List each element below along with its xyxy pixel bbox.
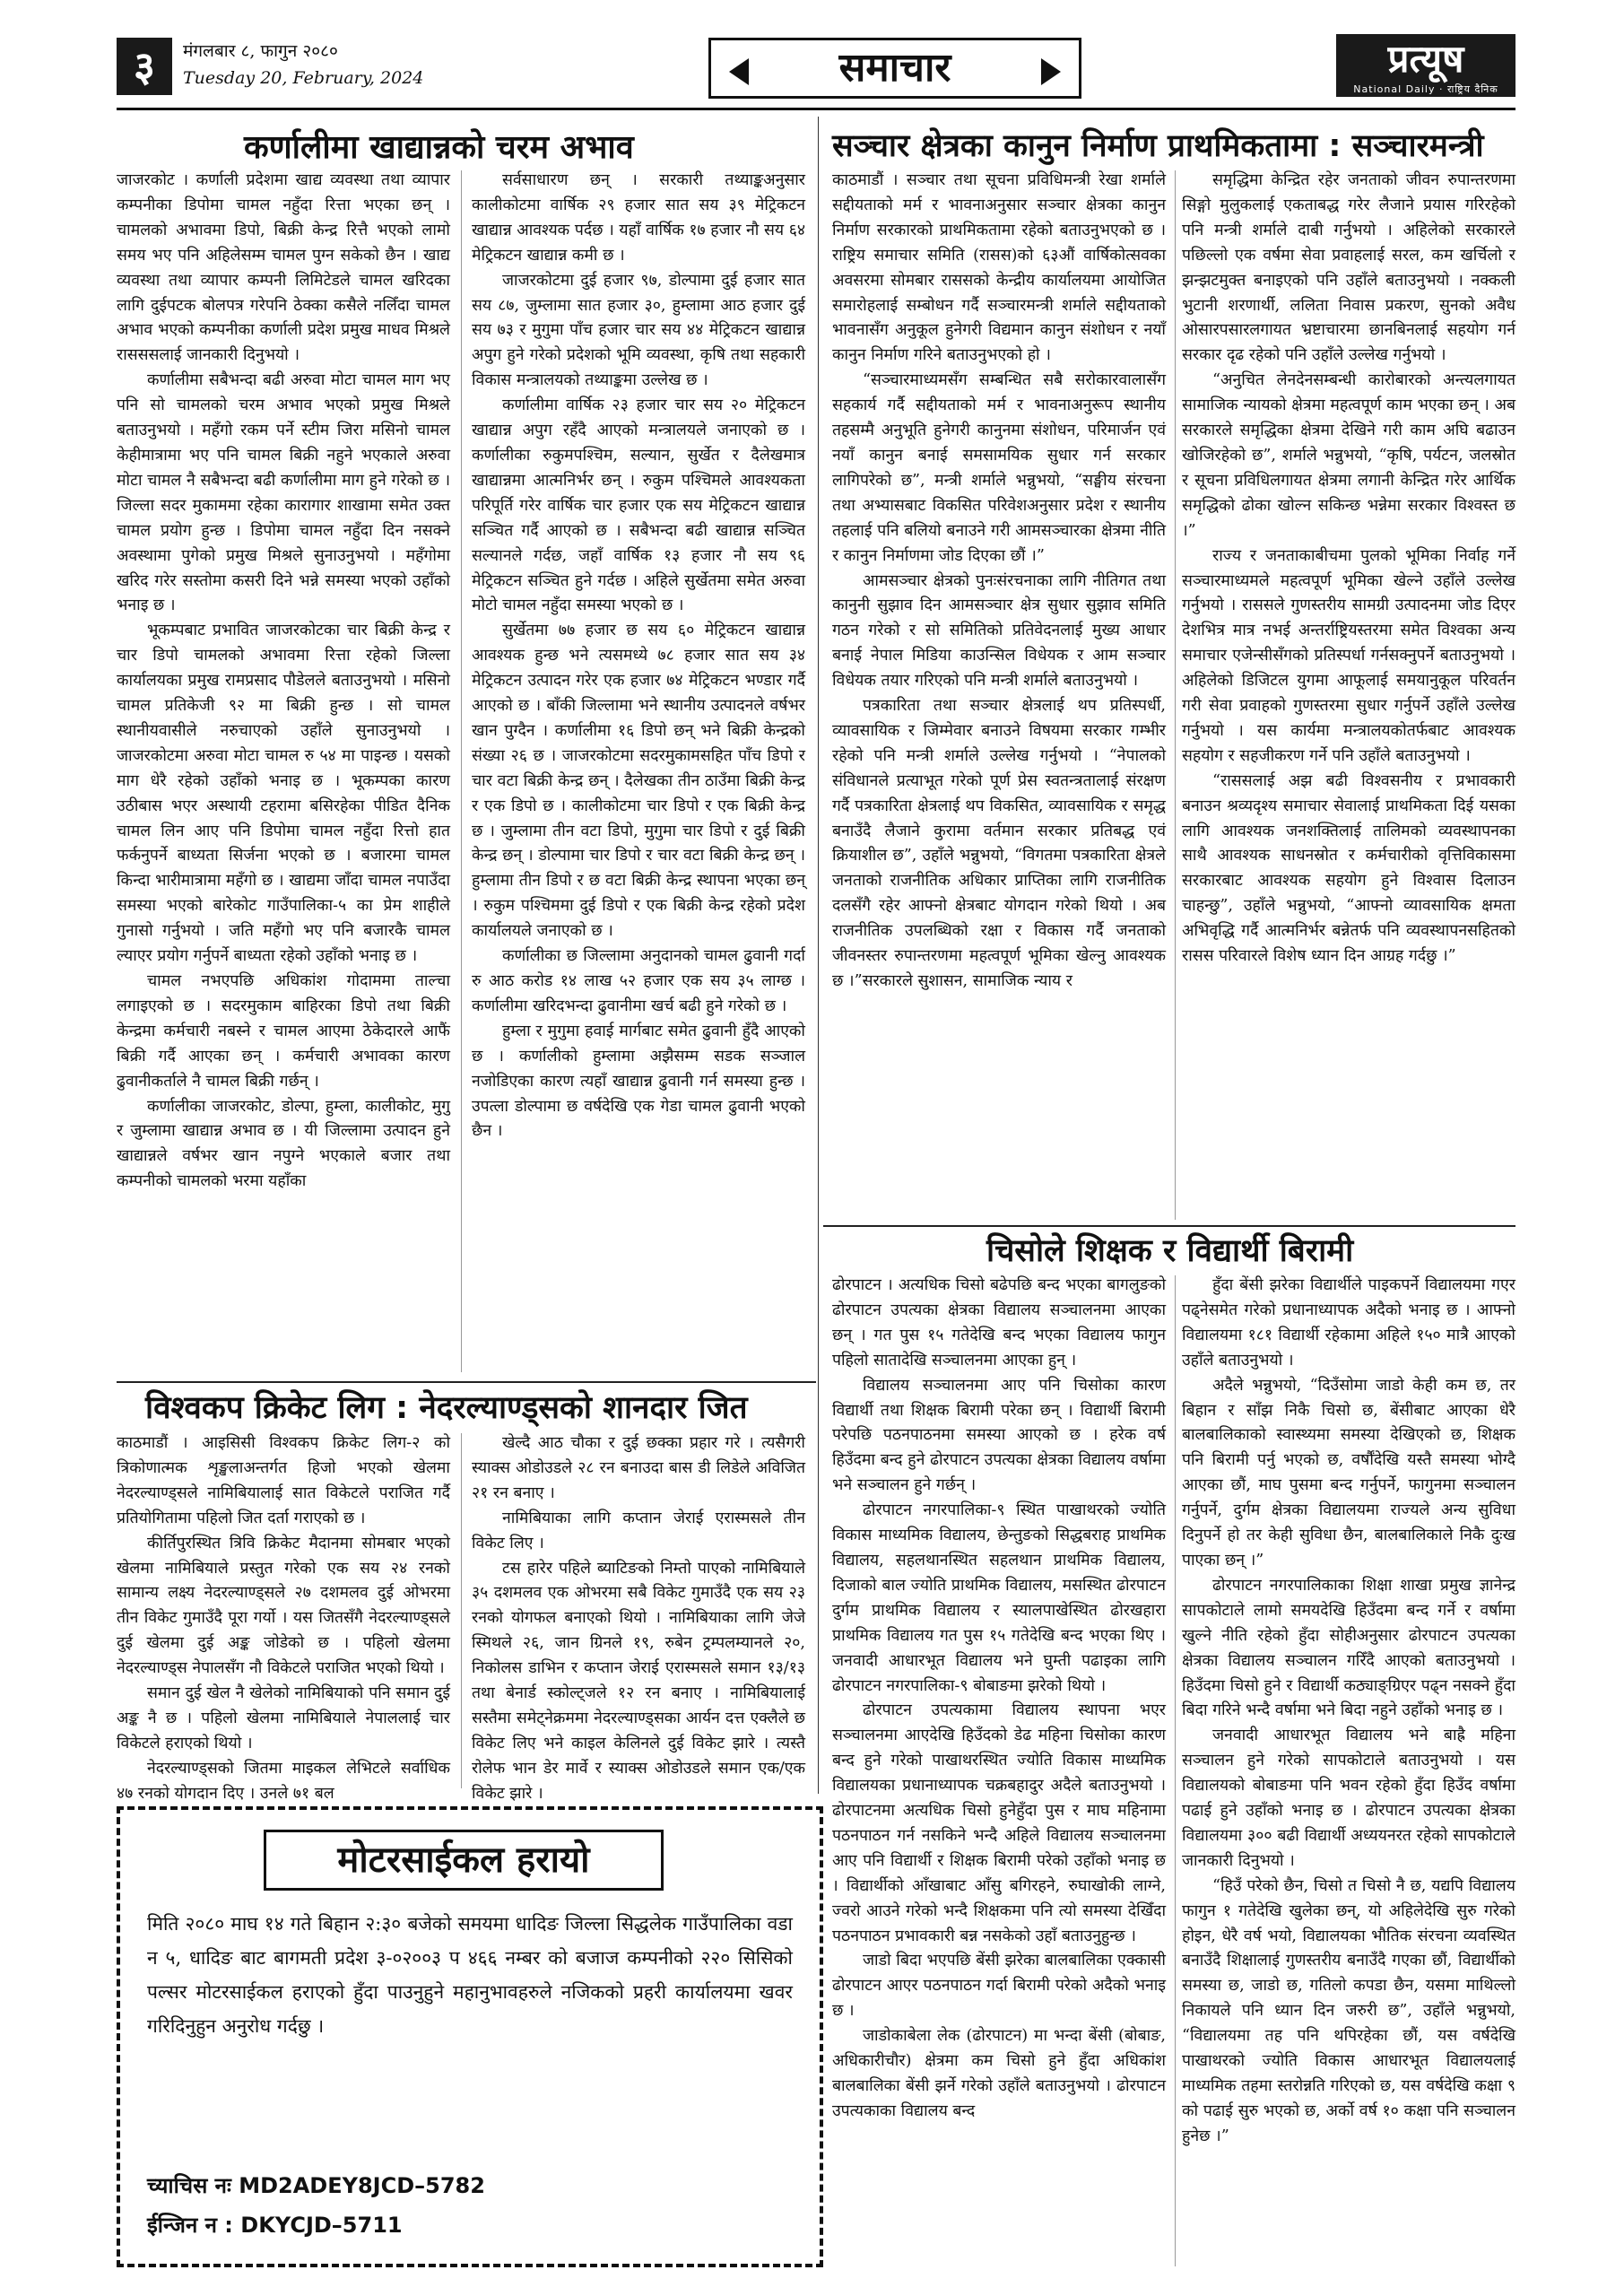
article-paragraph: जाजरकोट । कर्णाली प्रदेशमा खाद्य व्यवस्था तथा व्यापार कम्पनीका डिपोमा चामल नहुँदा रित्ता भएका छन् । चामलको अभावमा डिपो, बिक्री केन्द्र रित्तै भएको लामो समय भए पनि अहिलेसम्म चामल पुग्न सकेको छैन । खाद्य व्यवस्था तथा व्यापार कम्पनी लिमिटेडले चामल खरिदका लागि दुईपटक बोलपत्र गरेपनि ठेक्का कसैले नलिँदा चामल अभाव भएको कम्पनीका कर्णाली प्रदेश प्रमुख माधव मिश्रले रासससलाई जानकारी दिनुभयो । [117, 171, 450, 365]
article-paragraph: “सञ्चारमाध्यमसँग सम्बन्धित सबै सरोकारवालासँग सहकार्य गर्दै सद्दीयताको मर्म र भावनाअनुरूप स्थानीय तहसम्मै अनुभूति हुनेगरी कानुनमा संशोधन, परिमार्जन एवं नयाँ कानुन बनाई समसामयिक सुधार गर्न सरकार लागिपरेको छ”, मन्त्री शर्माले भन्नुभयो, “सङ्घीय संरचना तथा अभ्यासबाट विकसित परिवेशअनुसार प्रदेश र स्थानीय तहलाई पनि बलियो बनाउने गरी आमसञ्चारका क्षेत्रमा नीति र कानुन निर्माणमा जोड दिएका छौं ।” [832, 371, 1166, 565]
lost-motorcycle-notice [117, 1806, 823, 2267]
article-paragraph: आमसञ्चार क्षेत्रको पुनःसंरचनाका लागि नीतिगत तथा कानुनी सुझाव दिन आमसञ्चार क्षेत्र सुधार सुझाव समिति गठन गरेको र सो समितिको प्रतिवेदनलाई मुख्य आधार बनाई नेपाल मिडिया काउन्सिल विधेयक र आम सञ्चार विधेयक तयार गरिएको पनि मन्त्री शर्माले बताउनुभयो । [832, 571, 1166, 691]
triangle-right-icon [1041, 58, 1061, 85]
article-column [472, 169, 805, 1375]
article-paragraph: कर्णालीका छ जिल्लामा अनुदानको चामल ढुवानी गर्दा रु आठ करोड १४ लाख ५२ हजार एक सय ३५ लाग्छ । कर्णालीमा खरिदभन्दा ढुवानीमा खर्च बढी हुने गरेको छ । [472, 947, 806, 1015]
article-headline: सञ्चार क्षेत्रका कानुन निर्माण प्राथमिकतामा : सञ्चारमन्त्री [832, 128, 1484, 164]
article-paragraph: जाडो बिदा भएपछि बेंसी झरेका बालबालिका एक्कासी ढोरपाटन आएर पठनपाठन गर्दा बिरामी परेको अदैको भनाइ छ । [832, 1952, 1166, 2021]
section-label: समाचार [708, 38, 1081, 99]
article-paragraph: अदैले भन्नुभयो, “दिउँसोमा जाडो केही कम छ, तर बिहान र साँझ निकै चिसो छ, बेंसीबाट आएका धेरै बालबालिकाको स्वास्थ्यमा समस्या देखिएको छ, शिक्षक पनि बिरामी पर्नु भएको छ, वर्षौंदेखि यस्तै समस्या भोग्दै आएका छौं, माघ पुसमा बन्द गर्नुपर्ने, फागुनमा सञ्चालन गर्नुपर्ने, दुर्गम क्षेत्रका विद्यालयमा राज्यले अन्य सुविधा दिनुपर्ने हो तर केही सुविधा छैन, बालबालिकाले निकै दुःख पाएका छन् ।” [1182, 1376, 1515, 1570]
article-paragraph: “राससलाई अझ बढी विश्वसनीय र प्रभावकारी बनाउन श्रव्यदृश्य समाचार सेवालाई प्राथमिकता दिई यसका लागि आवश्यक जनशक्तिलाई तालिमको व्यवस्थापनका साथै आवश्यक साधनस्रोत र कर्मचारीको वृत्तिविकासमा सरकारबाट आवश्यक सहयोग हुने विश्वास दिलाउन चाहन्छु”, उहाँले भन्नुभयो, “आफ्नो व्यावसायिक क्षमता अभिवृद्धि गर्दै आत्मनिर्भर बन्नेतर्फ पनि व्यवस्थापनसहितको रासस परिवारले विशेष ध्यान दिन आग्रह गर्दछु ।” [1182, 771, 1515, 966]
article-paragraph: ढोरपाटन नगरपालिका-९ स्थित पाखाथरको ज्योति विकास माध्यमिक विद्यालय, छेन्तुङको सिद्धबराह प्राथमिक विद्यालय, सहलथानस्थित सहलथान प्राथमिक विद्यालय, दिजाको बाल ज्योति प्राथमिक विद्यालय, मसस्थित ढोरपाटन दुर्गम प्राथमिक विद्यालय र स्यालपाखेस्थित ढोरखहारा प्राथमिक विद्यालय गत पुस १५ गतेदेखि बन्द भएका थिए । जनवादी आधारभूत विद्यालय भने घुम्ती पढाइका लागि ढोरपाटन नगरपालिका-९ बोबाङमा झरेको थियो । [832, 1501, 1166, 1695]
issue-date [183, 38, 423, 91]
date-nepali: मंगलबार ८, फागुन २०८० [183, 41, 338, 61]
column-divider [1175, 170, 1176, 1220]
triangle-left-icon [729, 58, 749, 85]
article-paragraph: नेदरल्याण्ड्सको जितमा माइकल लेभिटले सर्वाधिक ४७ रनको योगदान दिए । उनले ७१ बल [117, 1759, 450, 1803]
article-paragraph: कर्णालीमा सबैभन्दा बढी अरुवा मोटा चामल माग भए पनि सो चामलको चरम अभाव भएको प्रमुख मिश्रले बताउनुभयो । महँगो रकम पर्ने स्टीम जिरा मसिनो चामल केहीमात्रामा भए पनि चामल बिक्री नहुने भएकाले अरुवा मोटा चामल नै सबैभन्दा बढी कर्णालीमा माग हुने गरेको छ । जिल्ला सदर मुकाममा रहेका कारागार शाखामा समेत उक्त चामल प्रयोग हुन्छ । डिपोमा चामल नहुँदा दिन नसक्ने अवस्थामा पुगेको प्रमुख मिश्रले सुनाउनुभयो । महँगोमा खरिद गरेर सस्तोमा कसरी दिने भन्ने समस्या भएको उहाँको भनाइ छ । [117, 371, 450, 615]
article-paragraph: जाजरकोटमा दुई हजार ९७, डोल्पामा दुई हजार सात सय ८७, जुम्लामा सात हजार ३०, हुम्लामा आठ हजार दुई सय ७३ र मुगुमा पाँच हजार चार सय ४४ मेट्रिकटन खाद्यान्न अपुग हुने गरेको प्रदेशको भूमि व्यवस्था, कृषि तथा सहकारी विकास मन्त्रालयको तथ्याङ्कमा उल्लेख छ । [472, 271, 805, 390]
article-column [472, 1431, 805, 1803]
column-divider [461, 170, 462, 1372]
article-paragraph: “अनुचित लेनदेनसम्बन्धी कारोबारको अन्त्यलगायत सामाजिक न्यायको क्षेत्रमा महत्वपूर्ण काम भएका छन् । अब सरकारले समृद्धिका क्षेत्रमा देखिने गरी काम अघि बढाउन खोजिरहेको छ”, शर्माले भन्नुभयो, “कृषि, पर्यटन, जलस्रोत र सूचना प्रविधिलगायत क्षेत्रमा लगानी केन्द्रित गरेर आर्थिक समृद्धिको ढोका खोल्न सकिन्छ भन्नेमा सरकार विश्वस्त छ ।” [1182, 371, 1515, 540]
section-divider [823, 1225, 1515, 1227]
chassis-number: च्याचिस नः MD2ADEY8JCD–5782 [147, 2173, 485, 2198]
article-paragraph: हुँदा बेंसी झरेका विद्यार्थीले पाइकपर्ने विद्यालयमा गएर पढ्नेसमेत गरेको प्रधानाध्यापक अदैको भनाइ छ । आफ्नो विद्यालयमा १८१ विद्यार्थी रहेकामा अहिले १५० मात्रै आएको उहाँले बताउनुभयो । [1182, 1276, 1515, 1370]
notice-body: मिति २०८० माघ १४ गते बिहान २:३० बजेको समयमा धादिङ जिल्ला सिद्धलेक गाउँपालिका वडा न ५, धादिङ बाट बागमती प्रदेश ३-०२००३ प ४६६ नम्बर को बजाज कम्पनीको २२० सिसिको पल्सर मोटरसाईकल हराएको हुँदा पाउनुहुने महानुभावहरुले नजिकको प्रहरी कार्यालयमा खवर गरिदिनुहुन अनुरोध गर्दछु । [147, 1913, 793, 2037]
newspaper-logo: प्रत्यूष National Daily · राष्ट्रिय दैनिक [1336, 34, 1515, 97]
page-header [117, 34, 1515, 110]
article-column [832, 169, 1166, 1221]
article-paragraph: कर्णालीमा वार्षिक २३ हजार चार सय २० मेट्रिकटन खाद्यान्न अपुग रहँदै आएको मन्त्रालयले जनाएको छ । कर्णालीका रुकुमपश्चिम, सल्यान, सुर्खेत र दैलेखमात्र खाद्यान्नमा आत्मनिर्भर छन् । रुकुम पश्चिमले आवश्यकता परिपूर्ति गरेर वार्षिक चार हजार एक सय मेट्रिकटन खाद्यान्न सञ्चित गर्दै आएको छ । सबैभन्दा बढी खाद्यान्न सञ्चित सल्यानले गर्दछ, जहाँ वार्षिक १३ हजार नौ सय ९६ मेट्रिकटन सञ्चित हुने गर्दछ । अहिले सुर्खेतमा समेत अरुवा मोटो चामल नहुँदा समस्या भएको छ । [472, 396, 805, 615]
article-paragraph: भूकम्पबाट प्रभावित जाजरकोटका चार बिक्री केन्द्र र चार डिपो चामलको अभावमा रित्ता रहेको जिल्ला कार्यालयका प्रमुख रामप्रसाद पौडेलले बताउनुभयो । मसिनो चामल प्रतिकेजी ९२ मा बिक्री हुन्छ । सो चामल स्थानीयवासीले नरुचाएको उहाँले सुनाउनुभयो । जाजरकोटमा अरुवा मोटा चामल रु ५४ मा पाइन्छ । यसको माग धेरै रहेको उहाँको भनाइ छ । भूकम्पका कारण उठीबास भएर अस्थायी टहरामा बसिरहेका पीडित दैनिक चामल लिन आए पनि डिपोमा चामल नहुँदा रित्तो हात फर्कनुपर्ने बाध्यता सिर्जना भएको छ । बजारमा चामल किन्दा भारीमात्रामा महँगो छ । खाद्यमा जाँदा चामल नपाउँदा समस्या भएको बारेकोट गाउँपालिका-५ का प्रेम शाहीले गुनासो गर्नुभयो । जति महँगो भए पनि बजारकै चामल ल्याएर प्रयोग गर्नुपर्ने बाध्यता रहेको उहाँको भनाइ छ । [117, 622, 450, 966]
article-paragraph: काठमाडौं । सञ्चार तथा सूचना प्रविधिमन्त्री रेखा शर्माले सद्दीयताको मर्म र भावनाअनुसार सञ्चार क्षेत्रका कानुन निर्माण सरकारको प्राथमिकतामा रहेको बताउनुभएको छ । राष्ट्रिय समाचार समिति (रासस)को ६३औं वार्षिकोत्सवका अवसरमा सोमबार राससको केन्द्रीय कार्यालयमा आयोजित समारोहलाई सम्बोधन गर्दै सञ्चारमन्त्री शर्माले सद्दीयताको भावनासँग अनुकूल हुनेगरी विद्यमान कानुन संशोधन र नयाँ कानुन निर्माण गरिने बताउनुभएको हो । [832, 171, 1166, 365]
article-column [117, 1431, 450, 1803]
article-paragraph: टस हारेर पहिले ब्याटिङको निम्तो पाएको नामिबियाले ३५ दशमलव एक ओभरमा सबै विकेट गुमाउँदै एक सय २३ रनको योगफल बनाएको थियो । नामिबियाका लागि जेजे स्मिथले २६, जान ग्रिनले १९, रुबेन ट्रम्पलम्यानले २०, निकोलस डाभिन र कप्तान जेराई एरास्मसले समान १३/१३ तथा बेनार्ड स्कोल्ट्जले १२ रन बनाए । नामिबियालाई सस्तैमा समेट्नेक्रममा नेदरल्याण्ड्सका आर्यन दत्त एक्लैले छ विकेट लिए भने काइल केलिनले दुई विकेट झारे । त्यस्तै रोलेफ भान डेर मार्वे र स्याक्स ओडोउडले समान एक/एक विकेट झारे । [472, 1559, 805, 1803]
article-column [832, 1274, 1166, 2267]
engine-number: ईन्जिन न : DKYCJD–5711 [147, 2213, 403, 2238]
page-number: ३ [117, 38, 172, 95]
article-paragraph: समान दुई खेल नै खेलेको नामिबियाको पनि समान दुई अङ्क नै छ । पहिलो खेलमा नामिबियाले नेपाललाई चार विकेटले हराएको थियो । [117, 1684, 450, 1752]
article-paragraph: ढोरपाटन नगरपालिकाका शिक्षा शाखा प्रमुख ज्ञानेन्द्र सापकोटाले लामो समयदेखि हिउँदमा बन्द गर्ने र वर्षामा खुल्ने नीति रहेको हुँदा सोहीअनुसार ढोरपाटन उपत्यका क्षेत्रका विद्यालय सञ्चालन गरिँदै आएको बताउनुभयो । हिउँदमा चिसो हुने र विद्यार्थी कठ्याङ्ग्रिएर पढ्न नसक्ने हुँदा बिदा गरिने भन्दै वर्षामा भने बिदा नहुने उहाँको भनाइ छ । [1182, 1576, 1515, 1720]
article-paragraph: नामिबियाका लागि कप्तान जेराई एरास्मसले तीन विकेट लिए । [472, 1509, 805, 1552]
article-headline: चिसोले शिक्षक र विद्यार्थी बिरामी [986, 1233, 1354, 1269]
article-column [1182, 1274, 1515, 2267]
article-paragraph: काठमाडौं । आइसिसी विश्वकप क्रिकेट लिग-२ को त्रिकोणात्मक शृङ्खलाअन्तर्गत हिजो भएको खेलमा नेदरल्याण्ड्सले नामिबियालाई सात विकेटले पराजित गर्दै प्रतियोगितामा पहिलो जित दर्ता गराएको छ । [117, 1434, 450, 1527]
article-paragraph: जाडोकाबेला लेक (ढोरपाटन) मा भन्दा बेंसी (बोबाङ, अधिकारीचौर) क्षेत्रमा कम चिसो हुने हुँदा अधिकांश बालबालिका बेंसी झर्ने गरेको उहाँले बताउनुभयो । ढोरपाटन उपत्यकाका विद्यालय बन्द [832, 2027, 1166, 2120]
column-divider [1175, 1275, 1176, 2266]
article-headline: विश्वकप क्रिकेट लिग : नेदरल्याण्ड्सको शानदार जित [145, 1390, 748, 1426]
article-headline: कर्णालीमा खाद्यान्नको चरम अभाव [244, 129, 634, 166]
article-paragraph: सर्वसाधारण छन् । सरकारी तथ्याङ्कअनुसार कालीकोटमा वार्षिक २९ हजार सात सय ३९ मेट्रिकटन खाद्यान्न आवश्यक पर्दछ । यहाँ वार्षिक १७ हजार नौ सय ६४ मेट्रिकटन खाद्यान्न कमी छ । [472, 171, 805, 265]
article-paragraph: समृद्धिमा केन्द्रित रहेर जनताको जीवन रुपान्तरणमा सिङ्गो मुलुकलाई एकताबद्ध गरेर लैजाने प्रयास गरिरहेको पनि मन्त्री शर्माले दाबी गर्नुभयो । अहिलेको सरकारले पछिल्लो एक वर्षमा सेवा प्रवाहलाई सरल, कम खर्चिलो र झन्झटमुक्त बनाइएको पनि उहाँले बताउनुभयो । नक्कली भुटानी शरणार्थी, ललिता निवास प्रकरण, सुनको अवैध ओसारपसारलगायत भ्रष्टाचारमा छानबिनलाई सहयोग गर्न सरकार दृढ रहेको पनि उहाँले उल्लेख गर्नुभयो । [1182, 171, 1515, 365]
article-paragraph: सुर्खेतमा ७७ हजार छ सय ६० मेट्रिकटन खाद्यान्न आवश्यक हुन्छ भने त्यसमध्ये ७८ हजार सात सय ३४ मेट्रिकटन उत्पादन गरेर एक हजार ७४ मेट्रिकटन भण्डार गर्दै आएको छ । बाँकी जिल्लामा भने स्थानीय उत्पादनले वर्षभर खान पुग्दैन । कर्णालीमा १६ डिपो छन् भने बिक्री केन्द्रको संख्या २६ छ । जाजरकोटमा सदरमुकामसहित पाँच डिपो र चार वटा बिक्री केन्द्र छन् । दैलेखका तीन ठाउँमा बिक्री केन्द्र र एक डिपो छ । कालीकोटमा चार डिपो र एक बिक्री केन्द्र छ । जुम्लामा तीन वटा डिपो, मुगुमा चार डिपो र दुई बिक्री केन्द्र छन् । डोल्पामा चार डिपो र चार वटा बिक्री केन्द्र छन् । हुम्लामा तीन डिपो र छ वटा बिक्री केन्द्र स्थापना भएका छन् । रुकुम पश्चिममा दुई डिपो र एक बिक्री केन्द्र रहेको प्रदेश कार्यालयले जनाएको छ । [472, 622, 805, 941]
article-paragraph: पत्रकारिता तथा सञ्चार क्षेत्रलाई थप प्रतिस्पर्धी, व्यावसायिक र जिम्मेवार बनाउने विषयमा सरकार गम्भीर रहेको पनि मन्त्री शर्माले उल्लेख गर्नुभयो । “नेपालको संविधानले प्रत्याभूत गरेको पूर्ण प्रेस स्वतन्त्रतालाई संरक्षण गर्दै पत्रकारिता क्षेत्रलाई थप विकसित, व्यावसायिक र समृद्ध बनाउँदै लैजाने कुरामा वर्तमान सरकार प्रतिबद्ध एवं क्रियाशील छ”, उहाँले भन्नुभयो, “विगतमा पत्रकारिता क्षेत्रले जनताको राजनीतिक अधिकार प्राप्तिका लागि राजनीतिक दलसँगै रहेर आफ्नो क्षेत्रबाट योगदान गरेको थियो । अब राजनीतिक उपलब्धिको रक्षा र विकास गर्दै जनताको जीवनस्तर रुपान्तरणमा महत्वपूर्ण भूमिका खेल्नु आवश्यक छ ।”सरकारले सुशासन, सामाजिक न्याय र [832, 697, 1166, 990]
notice-title: मोटरसाईकल हरायो [264, 1830, 664, 1891]
article-paragraph: राज्य र जनताकाबीचमा पुलको भूमिका निर्वाह गर्ने सञ्चारमाध्यमले महत्वपूर्ण भूमिका खेल्ने उहाँले उल्लेख गर्नुभयो । राससले गुणस्तरीय सामग्री उत्पादनमा जोड दिएर देशभित्र मात्र नभई अन्तर्राष्ट्रियस्तरमा समेत विश्वका अन्य समाचार एजेन्सीसँगको प्रतिस्पर्धा गर्नसक्नुपर्ने बताउनुभयो । अहिलेको डिजिटल युगमा आफूलाई समयानुकूल परिवर्तन गरी सेवा प्रवाहको गुणस्तरमा सुधार गर्नुपर्ने उहाँले उल्लेख गर्नुभयो । यस कार्यमा मन्त्रालयकोतर्फबाट आवश्यक सहयोग र सहजीकरण गर्ने पनि उहाँले बताउनुभयो । [1182, 546, 1515, 765]
article-paragraph: ढोरपाटन । अत्यधिक चिसो बढेपछि बन्द भएका बागलुङको ढोरपाटन उपत्यका क्षेत्रका विद्यालय सञ्चालनमा आएका छन् । गत पुस १५ गतेदेखि बन्द भएका विद्यालय फागुन पहिलो सातादेखि सञ्चालनमा आएका हुन् । [832, 1276, 1166, 1370]
article-paragraph: चामल नभएपछि अधिकांश गोदाममा ताल्चा लगाइएको छ । सदरमुकाम बाहिरका डिपो तथा बिक्री केन्द्रमा कर्मचारी नबस्ने र चामल आएमा ठेकेदारले आफैं बिक्री गर्दै आएका छन् । कर्मचारी अभावका कारण ढुवानीकर्ताले नै चामल बिक्री गर्छन् । [117, 972, 450, 1091]
column-divider [818, 117, 819, 1794]
article-column [1182, 169, 1515, 1221]
column-divider [461, 1433, 462, 1788]
article-paragraph: कीर्तिपुरस्थित त्रिवि क्रिकेट मैदानमा सोमबार भएको खेलमा नामिबियाले प्रस्तुत गरेको एक सय २४ रनको सामान्य लक्ष्य नेदरल्याण्ड्सले २७ दशमलव दुई ओभरमा तीन विकेट गुमाउँदै पूरा गर्यो । यस जितसँगै नेदरल्याण्ड्सले दुई खेलमा दुई अङ्क जोडेको छ । पहिलो खेलमा नेदरल्याण्ड्स नेपालसँग नौ विकेटले पराजित भएको थियो । [117, 1534, 450, 1678]
article-paragraph: विद्यालय सञ्चालनमा आए पनि चिसोका कारण विद्यार्थी तथा शिक्षक बिरामी परेका छन् । विद्यार्थी बिरामी परेपछि पठनपाठनमा समस्या आएको छ । हरेक वर्ष हिउँदमा बन्द हुने ढोरपाटन उपत्यका क्षेत्रका विद्यालय वर्षामा भने सञ्चालन हुने गर्छन् । [832, 1376, 1166, 1495]
article-paragraph: “हिउँ परेको छैन, चिसो त चिसो नै छ, यद्यपि विद्यालय फागुन १ गतेदेखि खुलेका छन्, यो अहिलेदेखि सुरु गरेको होइन, धेरै वर्ष भयो, विद्यालयका भौतिक संरचना व्यवस्थित बनाउँदै शिक्षालाई गुणस्तरीय बनाउँदै गएका छौं, विद्यार्थीको समस्या छ, जाडो छ, गतिलो कपडा छैन, यसमा माथिल्लो निकायले पनि ध्यान दिन जरुरी छ”, उहाँले भन्नुभयो, “विद्यालयमा तह पनि थपिरहेका छौं, यस वर्षदेखि पाखाथरको ज्योति विकास आधारभूत विद्यालयलाई माध्यमिक तहमा स्तरोन्नति गरिएको छ, यस वर्षदेखि कक्षा ९ को पढाई सुरु भएको छ, अर्को वर्ष १० कक्षा पनि सञ्चालन हुनेछ ।” [1182, 1876, 1515, 2145]
section-divider [117, 1381, 816, 1383]
article-paragraph: कर्णालीका जाजरकोट, डोल्पा, हुम्ला, कालीकोट, मुगु र जुम्लामा खाद्यान्न अभाव छ । यी जिल्लामा उत्पादन हुने खाद्यान्नले वर्षभर खान नपुग्ने भएकाले बजार तथा कम्पनीको चामलको भरमा यहाँका [117, 1097, 450, 1191]
article-paragraph: ढोरपाटन उपत्यकामा विद्यालय स्थापना भएर सञ्चालनमा आएदेखि हिउँदको डेढ महिना चिसोका कारण बन्द हुने गरेको पाखाथरस्थित ज्योति विकास माध्यमिक विद्यालयका प्रधानाध्यापक चक्रबहादुर अदैले बताउनुभयो । ढोरपाटनमा अत्यधिक चिसो हुनेहुँदा पुस र माघ महिनामा पठनपाठन गर्न नसकिने भन्दै अहिले विद्यालय सञ्चालनमा आए पनि विद्यार्थी र शिक्षक बिरामी परेको उहाँको भनाइ छ । विद्यार्थीको आँखाबाट आँसु बगिरहने, रुघाखोकी लाग्ने, ज्वरो आउने गरेको भन्दै शिक्षकमा पनि त्यो समस्या देखिँदा पठनपाठन प्रभावकारी बन्न नसकेको उहाँ बताउनुहुन्छ । [832, 1701, 1166, 1945]
date-english: Tuesday 20, February, 2024 [183, 68, 424, 88]
article-paragraph: जनवादी आधारभूत विद्यालय भने बाह्रै महिना सञ्चालन हुने गरेको सापकोटाले बताउनुभयो । यस विद्यालयको बोबाङमा पनि भवन रहेको हुँदा हिउँद वर्षामा पढाई हुने उहाँको भनाइ छ । ढोरपाटन उपत्यका क्षेत्रका विद्यालयमा ३०० बढी विद्यार्थी अध्ययनरत रहेको सापकोटाले जानकारी दिनुभयो । [1182, 1726, 1515, 1870]
article-paragraph: हुम्ला र मुगुमा हवाई मार्गबाट समेत ढुवानी हुँदै आएको छ । कर्णालीको हुम्लामा अझैसम्म सडक सञ्जाल नजोडिएका कारण त्यहाँ खाद्यान्न ढुवानी गर्न समस्या हुन्छ । उपत्ला डोल्पामा छ वर्षदेखि एक गेडा चामल ढुवानी भएको छैन । [472, 1022, 805, 1141]
article-column [117, 169, 450, 1375]
article-paragraph: खेल्दै आठ चौका र दुई छक्का प्रहार गरे । त्यसैगरी स्याक्स ओडोउडले २८ रन बनाउदा बास डी लिडेले अविजित २१ रन बनाए । [472, 1434, 805, 1502]
